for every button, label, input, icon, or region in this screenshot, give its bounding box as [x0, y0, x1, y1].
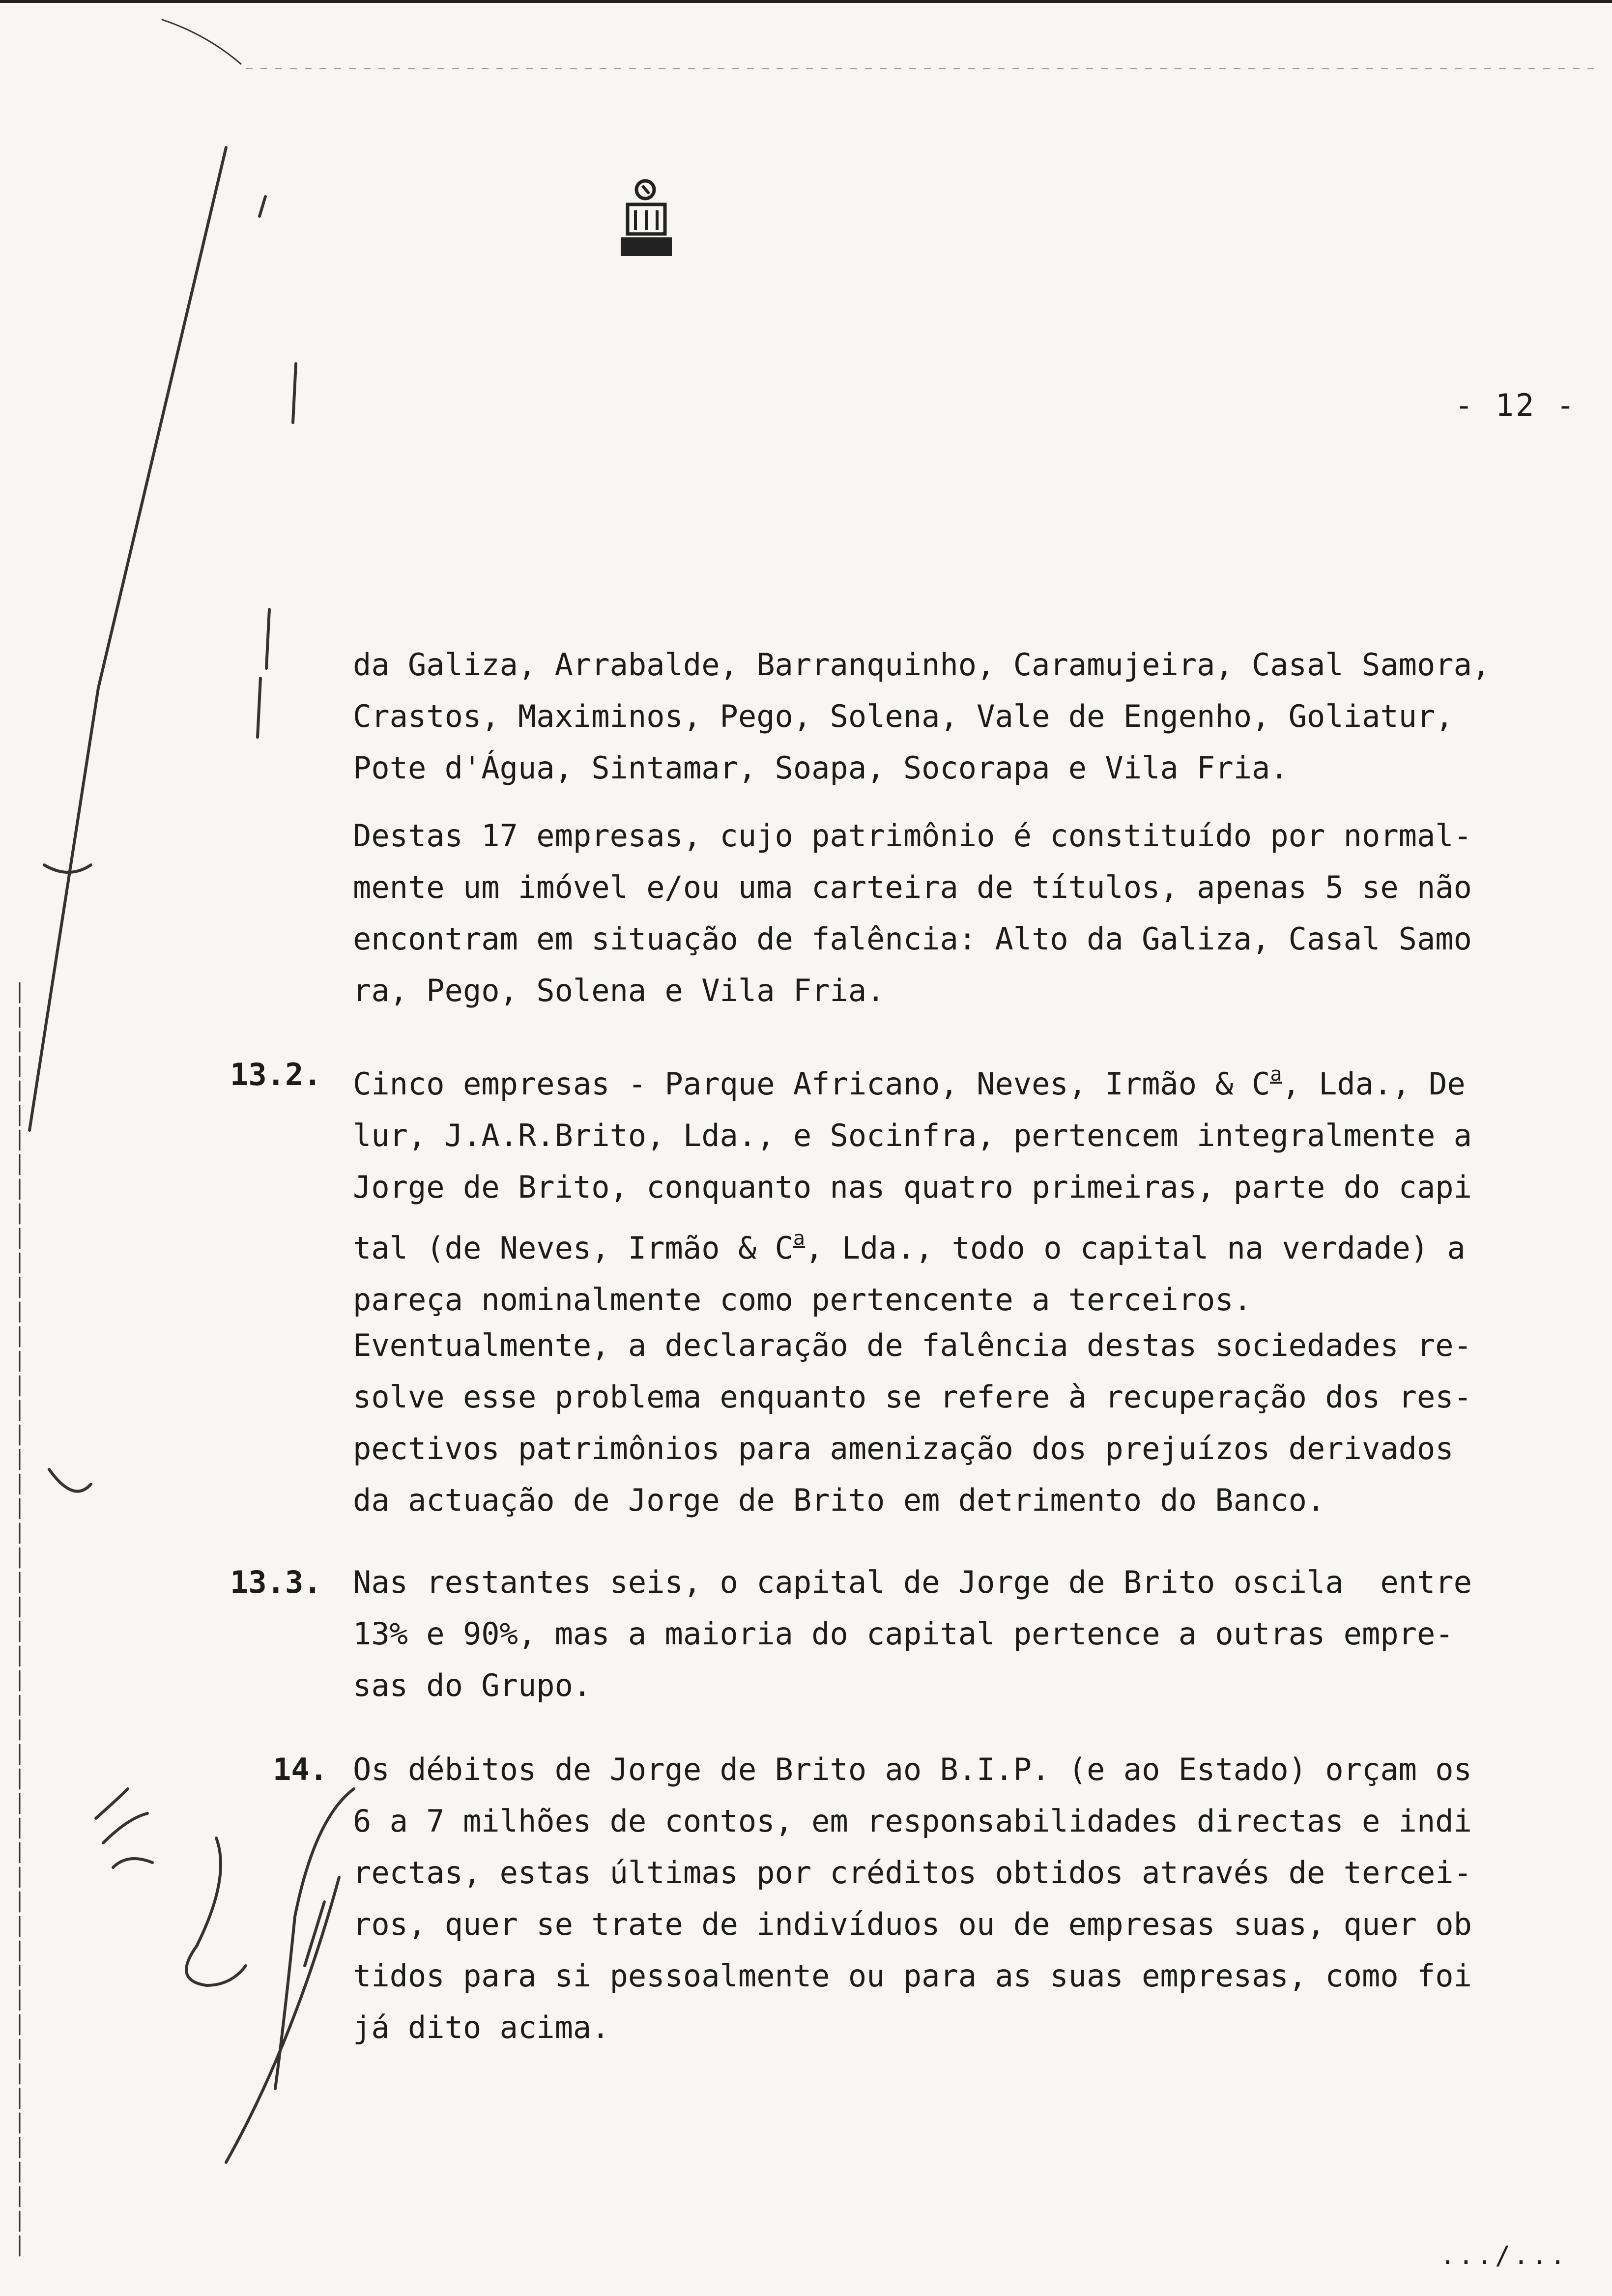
text-line: Cinco empresas - Parque Africano, Neves, Irmão & $C^a$, Lda., De	[353, 1063, 1466, 1102]
text-line: sas do Grupo.	[353, 1667, 592, 1703]
text-line: da Galiza, Arrabalde, Barranquinho, Caramujeira, Casal Samora,	[353, 647, 1491, 683]
text-line: tidos para si pessoalmente ou para as suas empresas, como foi	[353, 1958, 1472, 1994]
superscript-a: a	[793, 1227, 805, 1250]
text-line: 13% e 90%, mas a maioria do capital pertence a outras empre-	[353, 1616, 1454, 1652]
text-line: Crastos, Maximinos, Pego, Solena, Vale de Engenho, Goliatur,	[353, 698, 1454, 734]
text-line: Eventualmente, a declaração de falência destas sociedades re-	[353, 1327, 1472, 1363]
section-number-13-3: 13.3.	[230, 1564, 322, 1600]
continuation-mark: .../...	[1440, 2241, 1569, 2270]
text-line: solve esse problema enquanto se refere à recuperação dos res-	[353, 1379, 1472, 1415]
text-line: pareça nominalmente como pertencente a terceiros.	[353, 1282, 1252, 1318]
paragraph-section-14	[353, 1744, 1472, 2053]
text-line: já dito acima.	[353, 2009, 610, 2045]
text-line: ra, Pego, Solena e Vila Fria.	[353, 973, 885, 1008]
section-number-13-2: 13.2.	[230, 1057, 322, 1092]
superscript-a: a	[1270, 1063, 1282, 1086]
text-line: 6 a 7 milhões de contos, em responsabilidades directas e indi	[353, 1803, 1472, 1839]
paragraph-section-13-3	[353, 1556, 1472, 1711]
paragraph-bankruptcy	[353, 810, 1472, 1016]
text-line: lur, J.A.R.Brito, Lda., e Socinfra, pertencem integralmente a	[353, 1118, 1472, 1153]
text-line: Nas restantes seis, o capital de Jorge de Brito oscila entre	[353, 1564, 1472, 1600]
paragraph-company-list	[353, 639, 1490, 794]
paragraph-section-13-2	[353, 1049, 1472, 1325]
text-line: Destas 17 empresas, cujo patrimônio é constituído por normal-	[353, 818, 1472, 854]
text-line: encontram em situação de falência: Alto da Galiza, Casal Samo	[353, 921, 1472, 957]
text-line: pectivos patrimônios para amenização dos prejuízos derivados	[353, 1431, 1454, 1466]
text-line: da actuação de Jorge de Brito em detrimento do Banco.	[353, 1482, 1325, 1518]
text-line: tal (de Neves, Irmão & $C^a$, Lda., todo o capital na verdade) a	[353, 1227, 1466, 1266]
section-number-14: 14.	[273, 1751, 328, 1787]
text-line: Jorge de Brito, conquanto nas quatro primeiras, parte do capi	[353, 1169, 1472, 1205]
text-line: Os débitos de Jorge de Brito ao B.I.P. (e ao Estado) orçam os	[353, 1751, 1472, 1787]
paragraph-eventualmente	[353, 1320, 1472, 1526]
page-number: - 12 -	[1455, 387, 1577, 423]
text-line: mente um imóvel e/ou uma carteira de títulos, apenas 5 se não	[353, 869, 1472, 905]
text-line: ros, quer se trate de indivíduos ou de empresas suas, quer ob	[353, 1906, 1472, 1942]
text-line: Pote d'Água, Sintamar, Soapa, Socorapa e Vila Fria.	[353, 750, 1289, 786]
text-line: rectas, estas últimas por créditos obtidos através de tercei-	[353, 1855, 1472, 1891]
